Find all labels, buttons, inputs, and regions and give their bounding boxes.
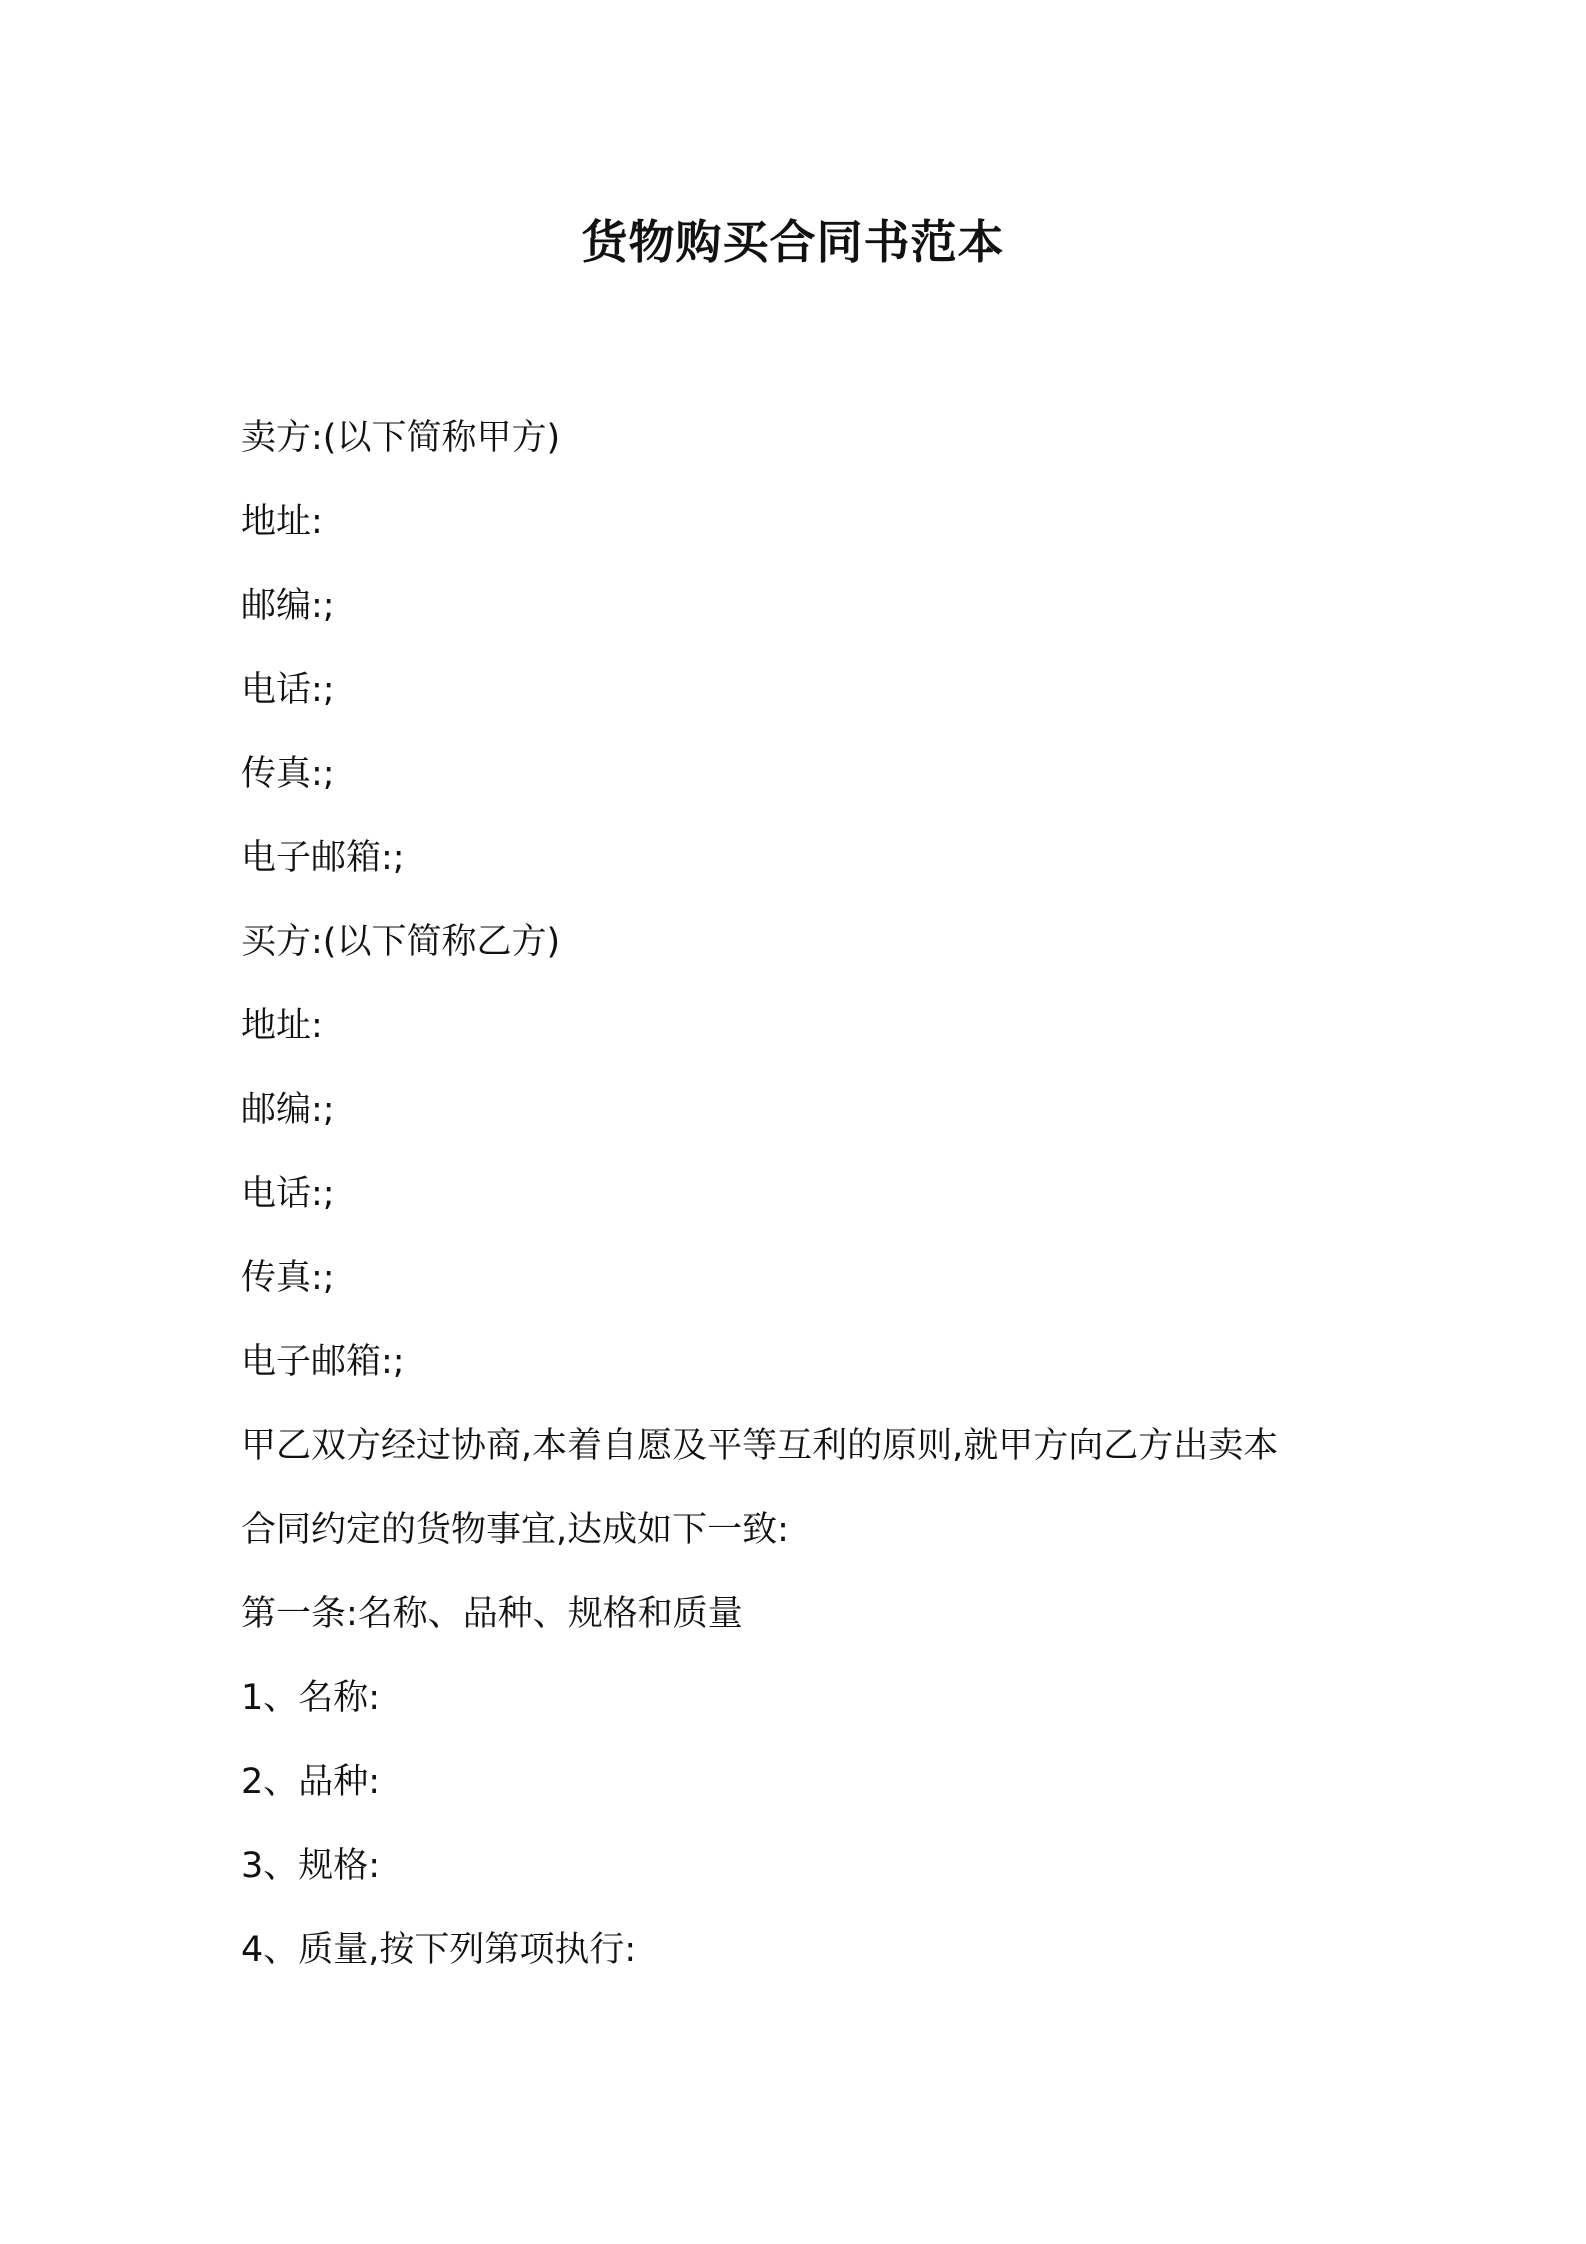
- seller-address: 地址:: [241, 502, 323, 542]
- buyer-address: 地址:: [241, 1006, 323, 1046]
- preamble-line-2: 合同约定的货物事宜,达成如下一致:: [241, 1510, 789, 1550]
- article-1-item-name: 1、名称:: [241, 1678, 381, 1718]
- article-1-item-spec: 3、规格:: [241, 1846, 381, 1886]
- buyer-phone: 电话:;: [241, 1174, 335, 1214]
- document-body: [241, 408, 1381, 2004]
- document-title: 货物购买合同书范本: [581, 215, 1005, 269]
- article-1-item-quality: 4、质量,按下列第项执行:: [241, 1930, 637, 1970]
- article-1-item-variety: 2、品种:: [241, 1762, 381, 1802]
- seller-email: 电子邮箱:;: [241, 838, 405, 878]
- preamble-line-1: 甲乙双方经过协商,本着自愿及平等互利的原则,就甲方向乙方出卖本: [241, 1426, 1279, 1466]
- buyer-fax: 传真:;: [241, 1258, 335, 1298]
- buyer-email: 电子邮箱:;: [241, 1342, 405, 1382]
- seller-postcode: 邮编:;: [241, 586, 335, 626]
- seller-fax: 传真:;: [241, 754, 335, 794]
- article-1-heading: 第一条:名称、品种、规格和质量: [241, 1594, 743, 1634]
- seller-label: 卖方:(以下简称甲方): [241, 418, 561, 458]
- buyer-postcode: 邮编:;: [241, 1090, 335, 1130]
- buyer-label: 买方:(以下简称乙方): [241, 922, 561, 962]
- seller-phone: 电话:;: [241, 670, 335, 710]
